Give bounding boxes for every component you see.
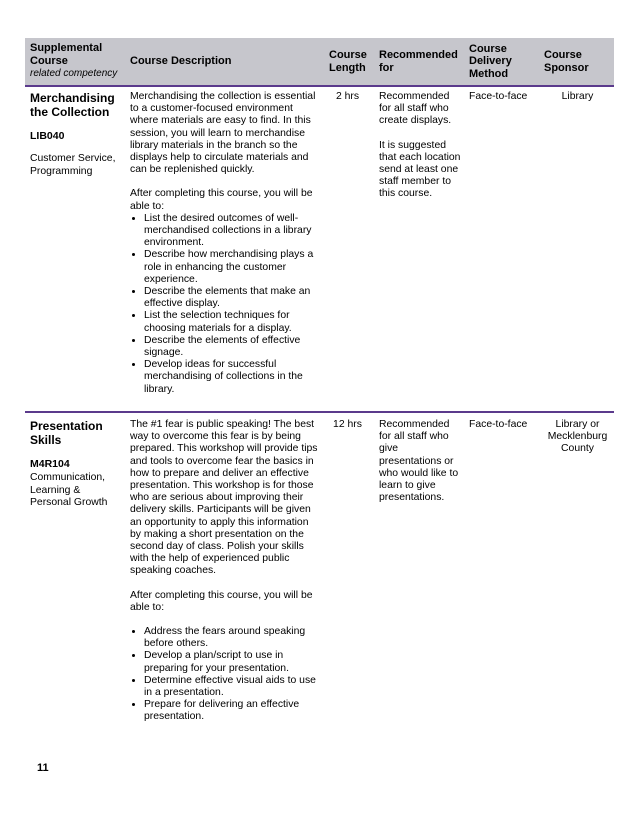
- table-row: [25, 85, 614, 411]
- list-item: • List the desired outcomes of well-merchandised collections in a library environment.: [144, 213, 321, 250]
- description-paragraph: After completing this course, you will be able to:: [130, 589, 313, 613]
- course-description: [125, 91, 324, 411]
- description-paragraph: The #1 fear is public speaking! The best way to overcome this fear is by being prepared. This workshop will provide tips and tools to overcome fear the basics in how to prepare and deliver an effective presentation. This workshop is for those who are serious about improving their delivery skills. Participants will be given an opportunity to apply this information by making a short presentation on the second day of class. Polish your skills with the help of experienced public speaking coaches.: [130, 419, 318, 577]
- course-length: 12 hrs: [333, 419, 362, 430]
- list-item: • Describe how merchandising plays a role in enhancing the customer experience.: [144, 249, 321, 286]
- course-length: 2 hrs: [335, 91, 360, 102]
- header-course-sponsor: Course Sponsor: [544, 49, 589, 74]
- list-item: • List the selection techniques for choosing materials for a display.: [144, 310, 321, 334]
- table-header: [25, 38, 614, 85]
- recommended-text: It is suggested that each location send at least one staff member to this course.: [379, 139, 461, 200]
- list-item: • Develop a plan/script to use in preparing for your presentation.: [144, 650, 321, 674]
- course-sponsor: Library: [561, 91, 594, 102]
- recommended-text: Recommended for all staff who give presentations or who would like to learn to give presentations.: [379, 419, 459, 504]
- recommended-for: [374, 91, 464, 411]
- objectives-list: [130, 626, 321, 724]
- course-code: M4R104: [30, 458, 70, 470]
- description-paragraph: After completing this course, you will be able to:: [130, 188, 313, 212]
- header-course-length: Course Length: [329, 49, 367, 74]
- course-competency: Communication, Learning & Personal Growth: [30, 472, 108, 508]
- course-title: Merchandising the Collection: [30, 91, 115, 119]
- list-item: • Develop ideas for successful merchandising of collections in the library.: [144, 359, 321, 396]
- course-sponsor: Library or Mecklenburg County: [547, 419, 608, 455]
- course-cell: [25, 419, 125, 724]
- header-delivery-method: Course Delivery Method: [469, 42, 512, 80]
- course-table: [25, 38, 614, 724]
- recommended-for: [374, 419, 464, 724]
- course-competency: Customer Service, Programming: [30, 153, 116, 177]
- header-supplemental-course: Supplemental Course related competency: [30, 42, 118, 80]
- delivery-method: Face-to-face: [469, 91, 528, 102]
- list-item: • Describe the elements of effective signage.: [144, 335, 321, 359]
- course-code: LIB040: [30, 130, 65, 142]
- table-row: [25, 411, 614, 724]
- course-title: Presentation Skills: [30, 419, 103, 447]
- description-paragraph: Merchandising the collection is essential to a customer-focused environment where materials are easy to find. In this session, you will learn to merchandise library materials in the branch so the displays help to circulate materials and can be replenished quickly.: [130, 91, 316, 176]
- course-description: [125, 419, 324, 724]
- list-item: • Address the fears around speaking before others.: [144, 626, 321, 650]
- list-item: • Determine effective visual aids to use in a presentation.: [144, 675, 321, 699]
- list-item: • Describe the elements that make an effective display.: [144, 286, 321, 310]
- header-course-description: Course Description: [130, 55, 232, 68]
- header-recommended-for: Recommended for: [379, 49, 458, 74]
- header-related-competency: related competency: [30, 68, 118, 80]
- page-number: 11: [37, 762, 49, 774]
- objectives-list: [130, 213, 321, 396]
- delivery-method: Face-to-face: [469, 419, 528, 430]
- list-item: • Prepare for delivering an effective presentation.: [144, 699, 321, 723]
- recommended-text: Recommended for all staff who create displays.: [379, 91, 452, 127]
- course-cell: [25, 91, 125, 411]
